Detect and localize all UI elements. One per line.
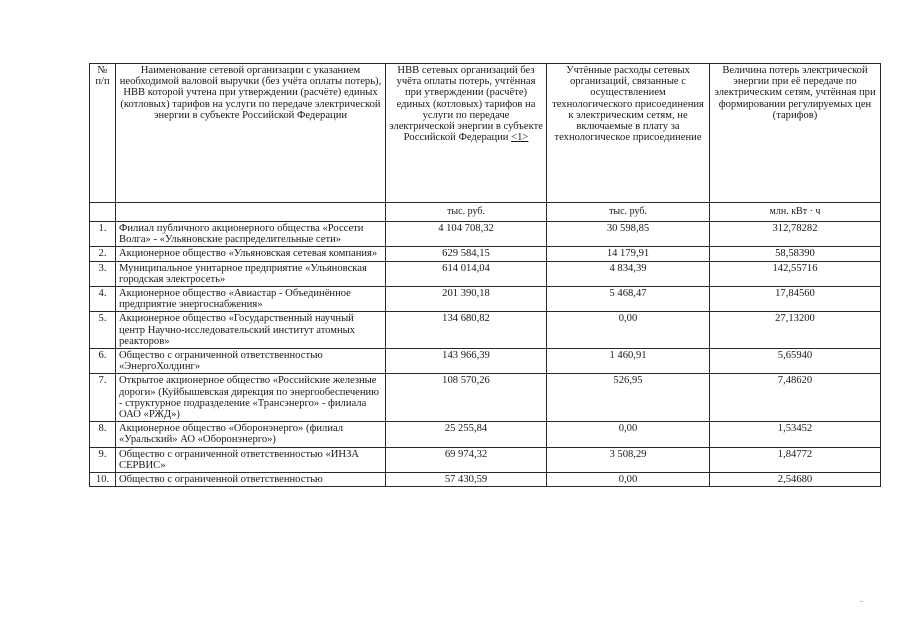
row-number: 1. xyxy=(90,222,116,247)
units-costs: тыс. руб. xyxy=(547,203,710,222)
header-losses: Величина потерь электрической энергии при её передаче по электрическим сетям, учтённая при формировании регулируемых цен (тарифов) xyxy=(710,64,881,203)
costs-value: 4 834,39 xyxy=(547,261,710,286)
nvv-value: 143 966,39 xyxy=(386,349,547,374)
header-num: № п/п xyxy=(90,64,116,203)
costs-value: 0,00 xyxy=(547,422,710,447)
costs-value: 3 508,29 xyxy=(547,447,710,472)
nvv-value: 25 255,84 xyxy=(386,422,547,447)
row-number: 8. xyxy=(90,422,116,447)
nvv-value: 57 430,59 xyxy=(386,473,547,487)
table-row xyxy=(90,287,881,312)
row-number: 6. xyxy=(90,349,116,374)
costs-value: 526,95 xyxy=(547,374,710,422)
losses-value: 1,84772 xyxy=(710,447,881,472)
organization-name: Общество с ограниченной ответственностью «ИНЗА СЕРВИС» xyxy=(116,447,386,472)
nvv-value: 69 974,32 xyxy=(386,447,547,472)
losses-value: 2,54680 xyxy=(710,473,881,487)
table-row xyxy=(90,422,881,447)
row-number: 9. xyxy=(90,447,116,472)
header-nvv-text: НВВ сетевых организаций без учёта оплаты потерь, учтённая при утверждении (расчёте) единых (котловых) тарифов на услуги по передаче электрической энергии в субъекте Российской Федерации xyxy=(389,65,543,144)
nvv-value: 201 390,18 xyxy=(386,287,547,312)
units-row xyxy=(90,203,881,222)
organization-name: Акционерное общество «Ульяновская сетевая компания» xyxy=(116,247,386,261)
costs-value: 5 468,47 xyxy=(547,287,710,312)
organization-name: Акционерное общество «Авиастар - Объединённое предприятие энергоснабжения» xyxy=(116,287,386,312)
organization-name: Муниципальное унитарное предприятие «Ульяновская городская электросеть» xyxy=(116,261,386,286)
costs-value: 30 598,85 xyxy=(547,222,710,247)
row-number: 4. xyxy=(90,287,116,312)
losses-value: 1,53452 xyxy=(710,422,881,447)
units-nvv: тыс. руб. xyxy=(386,203,547,222)
table-row xyxy=(90,312,881,349)
table-row xyxy=(90,261,881,286)
losses-value: 312,78282 xyxy=(710,222,881,247)
units-empty-num xyxy=(90,203,116,222)
row-number: 5. xyxy=(90,312,116,349)
losses-value: 5,65940 xyxy=(710,349,881,374)
header-row xyxy=(90,64,881,203)
units-losses: млн. кВт · ч xyxy=(710,203,881,222)
header-name: Наименование сетевой организации с указанием необходимой валовой выручки (без учёта оплаты потерь), НВВ которой учтена при утверждении (расчёте) единых (котловых) тарифов на услуги по передаче электрической энергии в субъекте Российской Федерации xyxy=(116,64,386,203)
row-number: 2. xyxy=(90,247,116,261)
costs-value: 0,00 xyxy=(547,312,710,349)
table-row xyxy=(90,222,881,247)
table-row xyxy=(90,473,881,487)
nvv-value: 108 570,26 xyxy=(386,374,547,422)
row-number: 10. xyxy=(90,473,116,487)
header-costs: Учтённые расходы сетевых организаций, связанные с осуществлением технологического присоединения к электрическим сетям, не включаемые в плату за технологическое присоединение xyxy=(547,64,710,203)
row-number: 3. xyxy=(90,261,116,286)
losses-value: 58,58390 xyxy=(710,247,881,261)
losses-value: 7,48620 xyxy=(710,374,881,422)
footnote-ref: <1> xyxy=(511,132,529,144)
organization-name: Открытое акционерное общество «Российские железные дороги» (Куйбышевская дирекция по энергообеспечению - структурное подразделение «Трансэнерго» - филиала ОАО «РЖД») xyxy=(116,374,386,422)
header-nvv xyxy=(386,64,547,203)
nvv-value: 614 014,04 xyxy=(386,261,547,286)
units-empty-name xyxy=(116,203,386,222)
costs-value: 0,00 xyxy=(547,473,710,487)
costs-value: 14 179,91 xyxy=(547,247,710,261)
organization-name: Акционерное общество «Государственный научный центр Научно-исследовательский институт атомных реакторов» xyxy=(116,312,386,349)
losses-value: 142,55716 xyxy=(710,261,881,286)
nvv-value: 4 104 708,32 xyxy=(386,222,547,247)
tariff-table xyxy=(89,63,881,487)
table-row xyxy=(90,447,881,472)
organization-name: Акционерное общество «Оборонэнерго» (филиал «Уральский» АО «Оборонэнерго») xyxy=(116,422,386,447)
organization-name: Филиал публичного акционерного общества «Россети Волга» - «Ульяновские распределительные сети» xyxy=(116,222,386,247)
organization-name: Общество с ограниченной ответственностью xyxy=(116,473,386,487)
scan-speck xyxy=(860,601,863,602)
table-row xyxy=(90,349,881,374)
losses-value: 17,84560 xyxy=(710,287,881,312)
row-number: 7. xyxy=(90,374,116,422)
losses-value: 27,13200 xyxy=(710,312,881,349)
costs-value: 1 460,91 xyxy=(547,349,710,374)
nvv-value: 134 680,82 xyxy=(386,312,547,349)
nvv-value: 629 584,15 xyxy=(386,247,547,261)
table-row xyxy=(90,247,881,261)
organization-name: Общество с ограниченной ответственностью «ЭнергоХолдинг» xyxy=(116,349,386,374)
table-row xyxy=(90,374,881,422)
